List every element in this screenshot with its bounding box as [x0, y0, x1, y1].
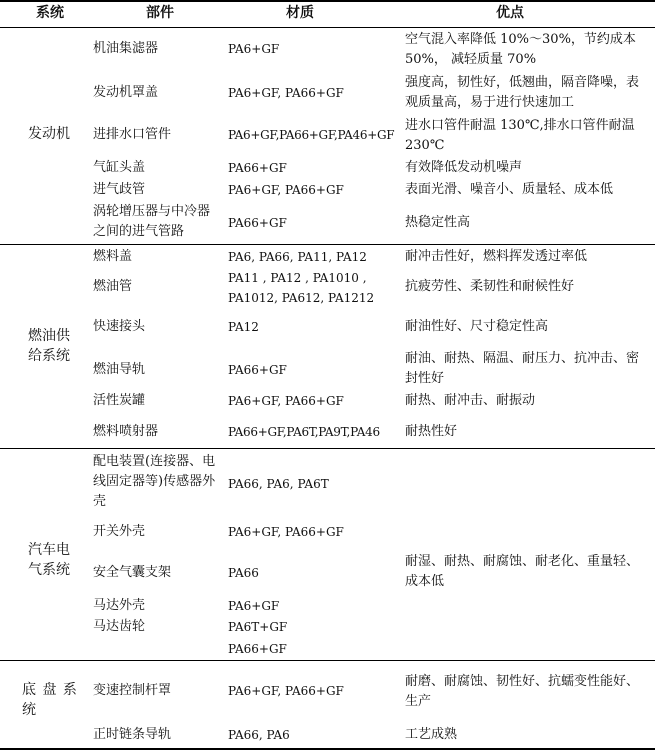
- group-divider-2: [0, 448, 655, 449]
- material-cell: PA12: [228, 320, 259, 334]
- advantage-cell: 进水口管件耐温 130℃,排水口管件耐温 230℃: [405, 118, 635, 153]
- part-cell: 配电装置(连接器、电线固定器等)传感器外壳: [93, 454, 216, 509]
- part-cell: 开关外壳: [93, 524, 146, 539]
- material-cell: PA66+GF: [228, 642, 287, 656]
- part-cell: 活性炭罐: [93, 393, 146, 408]
- part-cell: 正时链条导轨: [93, 727, 172, 742]
- part-cell: 进排水口管件: [93, 127, 172, 142]
- part-cell: 进气歧管: [93, 182, 146, 197]
- header-advantage: 优点: [496, 5, 524, 21]
- part-cell: 气缸头盖: [93, 160, 146, 175]
- material-cell: PA6+GF,PA66+GF,PA46+GF: [228, 128, 395, 142]
- advantage-cell: 耐油性好、尺寸稳定性高: [405, 319, 549, 334]
- part-cell: 燃油导轨: [93, 362, 146, 377]
- material-cell: PA6+GF: [228, 42, 280, 56]
- part-cell: 燃料盖: [93, 249, 133, 264]
- material-cell: PA6+GF, PA66+GF: [228, 86, 344, 100]
- advantage-cell: 空气混入率降低 10%～30%，节约成本 50%， 减轻质量 70%: [405, 32, 636, 67]
- advantage-cell: 耐冲击性好，燃料挥发透过率低: [405, 249, 588, 264]
- material-cell: PA6+GF, PA66+GF: [228, 183, 344, 197]
- part-cell: 安全气囊支架: [93, 565, 172, 580]
- part-cell: 发动机罩盖: [93, 85, 159, 100]
- material-cell: PA66: [228, 566, 259, 580]
- advantage-cell: 耐湿、耐热、耐腐蚀、耐老化、重量轻、成本低: [405, 554, 640, 589]
- part-cell: 机油集滤器: [93, 41, 159, 56]
- advantage-cell: 耐热、耐冲击、耐振动: [405, 393, 536, 408]
- group-divider-1: [0, 244, 655, 245]
- advantage-cell: 抗疲劳性、柔韧性和耐候性好: [405, 279, 575, 294]
- material-cell: PA6+GF: [228, 599, 280, 613]
- part-cell: 变速控制杆罩: [93, 683, 172, 698]
- advantage-cell: 热稳定性高: [405, 215, 471, 230]
- material-cell: PA66+GF: [228, 363, 287, 377]
- header-material: 材质: [286, 5, 314, 21]
- header-part: 部件: [146, 5, 174, 21]
- bottom-rule: [0, 748, 655, 750]
- material-cell: PA66, PA6: [228, 728, 290, 742]
- advantage-cell: 耐热性好: [405, 424, 458, 439]
- advantage-cell: 有效降低发动机噪声: [405, 160, 523, 175]
- advantage-cell: 工艺成熟: [405, 727, 458, 742]
- material-cell: PA66+GF: [228, 161, 287, 175]
- material-cell: PA66, PA6, PA6T: [228, 477, 329, 491]
- material-cell: PA11 , PA12 , PA1010 , PA1012, PA612, PA1212: [228, 271, 375, 305]
- material-cell: PA6+GF, PA66+GF: [228, 684, 344, 698]
- advantage-cell: 耐磨、耐腐蚀、韧性好、抗蠕变性能好、生产: [405, 674, 640, 709]
- part-cell: 涡轮增压器与中冷器之间的进气管路: [93, 204, 211, 239]
- part-cell: 燃油管: [93, 279, 133, 294]
- system-chassis: 底 盘 系 统: [22, 682, 78, 718]
- material-cell: PA6T+GF: [228, 620, 288, 634]
- system-electrical: 汽车电气系统: [28, 542, 70, 578]
- advantage-cell: 强度高，韧性好，低翘曲，隔音降噪，表观质量高，易于进行快速加工: [405, 75, 640, 110]
- material-cell: PA66+GF: [228, 216, 287, 230]
- advantage-cell: 耐油、耐热、隔温、耐压力、抗冲击、密封性好: [405, 351, 640, 386]
- group-divider-3: [0, 660, 655, 661]
- system-engine: 发动机: [28, 126, 70, 142]
- material-cell: PA6+GF, PA66+GF: [228, 525, 344, 539]
- header-system: 系统: [36, 5, 64, 21]
- material-cell: PA6, PA66, PA11, PA12: [228, 250, 367, 264]
- part-cell: 燃料喷射器: [93, 424, 159, 439]
- system-fuel-supply: 燃油供给系统: [28, 328, 70, 364]
- advantage-cell: 表面光滑、噪音小、质量轻、成本低: [405, 182, 614, 197]
- material-cell: PA6+GF, PA66+GF: [228, 394, 344, 408]
- part-cell: 马达齿轮: [93, 619, 146, 634]
- part-cell: 马达外壳: [93, 598, 146, 613]
- material-cell: PA66+GF,PA6T,PA9T,PA46: [228, 425, 380, 439]
- part-cell: 快速接头: [93, 319, 146, 334]
- header-rule: [0, 27, 655, 28]
